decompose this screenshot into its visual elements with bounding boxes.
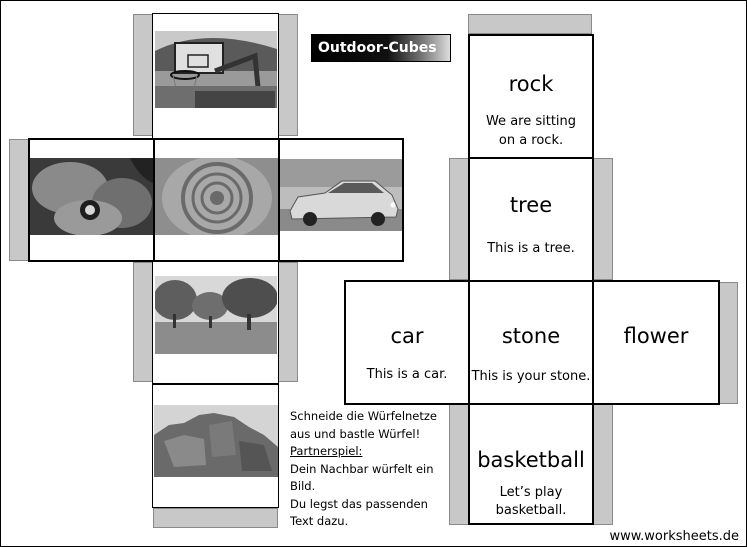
glue-tab	[133, 14, 153, 136]
car-photo	[280, 159, 402, 231]
face-word: flower	[623, 324, 689, 348]
instructions	[290, 408, 450, 531]
rock-photo	[154, 405, 278, 477]
face-sentence: This is your stone.	[471, 369, 591, 384]
face-sentence: This is a tree.	[487, 241, 575, 256]
face-word: tree	[509, 193, 553, 217]
glue-tab	[593, 158, 613, 280]
footer-url: www.worksheets.de	[609, 529, 739, 544]
instruction-line: aus und bastle Würfel!	[290, 426, 421, 441]
trees-photo	[155, 276, 277, 354]
glue-tab	[9, 139, 29, 261]
face-word: basketball	[477, 448, 585, 472]
ammonite-stone-photo	[155, 158, 278, 235]
glue-tab	[718, 282, 738, 404]
word-face-basketball	[468, 403, 594, 525]
face-word: stone	[501, 324, 561, 348]
word-face-tree	[468, 157, 594, 282]
glue-tab	[468, 14, 592, 34]
glue-tab	[449, 158, 469, 280]
word-face-stone	[468, 280, 594, 405]
face-sentence: basketball.	[495, 503, 567, 518]
glue-tab	[278, 262, 298, 382]
word-face-car	[344, 280, 470, 405]
glue-tab	[449, 403, 469, 525]
glue-tab	[153, 508, 278, 528]
instruction-line: Dein Nachbar würfelt ein	[290, 461, 434, 476]
face-sentence: Let’s play	[499, 485, 563, 500]
flower-photo	[30, 158, 153, 235]
instruction-line: Du legst das passenden	[290, 496, 428, 511]
glue-tab	[133, 262, 153, 382]
word-face-rock	[468, 34, 594, 159]
instruction-line: Schneide die Würfelnetze	[290, 409, 438, 423]
face-sentence: This is a car.	[366, 367, 448, 382]
instruction-line: Text dazu.	[290, 514, 349, 528]
instruction-line: Bild.	[290, 479, 316, 493]
face-word: rock	[508, 72, 554, 96]
face-word: car	[390, 324, 424, 348]
face-sentence: on a rock.	[498, 133, 564, 148]
glue-tab	[278, 14, 298, 136]
page-title: Outdoor-Cubes	[311, 34, 451, 62]
glue-tab	[593, 403, 613, 525]
word-face-flower	[592, 280, 720, 405]
face-sentence: We are sitting	[485, 114, 577, 129]
partner-game-heading: Partnerspiel:	[290, 444, 363, 458]
basketball-hoop-photo	[155, 31, 277, 108]
